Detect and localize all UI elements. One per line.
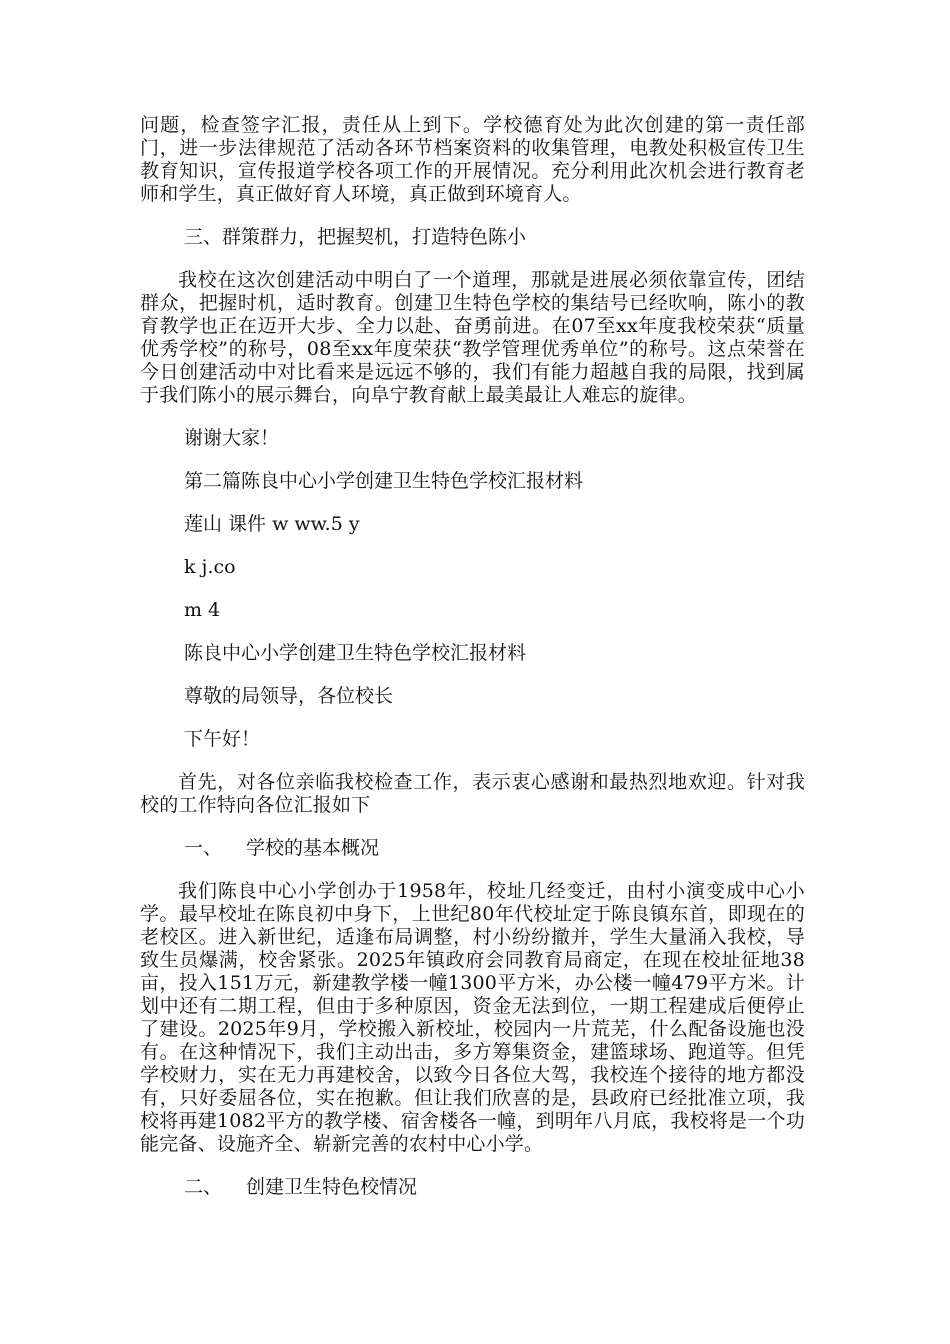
section-number-1: 一、 [184, 837, 223, 859]
paragraph-overview: 我们陈良中心小学创办于1958年，校址几经变迁，由村小演变成中心小学。最早校址在陈良初中身下，上世纪80年代校址定于陈良镇东首，即现在的老校区。进入新世纪，适逢布局调整，村小纷纷撤并，学生大量涌入我校，导致生员爆满，校舍紧张。2025年镇政府会同教育局商定，在现在校址征地38亩，投入151万元，新建教学楼一幢1300平方米，办公楼一幢479平方米。计划中还有二期工程，但由于多种原因，资金无法到位，一期工程建成后便停止了建设。2025年9月，学校搬入新校址，校园内一片荒芜，什么配备设施也没有。在这种情况下，我们主动出击，多方筹集资金，建篮球场、跑道等。但凭学校财力，实在无力再建校舍，以致今日各位大驾，我校连个接待的地方都没有，只好委屈各位，实在抱歉。但让我们欣喜的是，县政府已经批准立项，我校将再建1082平方的教学楼、宿舍楼各一幢，到明年八月底，我校将是一个功能完备、设施齐全、崭新完善的农村中心小学。 [140, 880, 805, 1155]
source-line-1: 莲山 课件 w ww.5 y [184, 513, 360, 535]
paragraph-continuation: 问题，检查签字汇报，责任从上到下。学校德育处为此次创建的第一责任部门，进一步法律规范了活动各环节档案资料的收集管理，电教处积极宣传卫生教育知识，宣传报道学校各项工作的开展情况。充分利用此次机会进行教育老师和学生，真正做好育人环境，真正做到环境育人。 [140, 114, 805, 205]
section-heading-2 [140, 1176, 805, 1199]
section-title-1: 学校的基本概况 [246, 837, 380, 859]
paragraph-strategy: 我校在这次创建活动中明白了一个道理，那就是进展必须依靠宣传，团结群众，把握时机，适时教育。创建卫生特色学校的集结号已经吹响，陈小的教育教学也正在迈开大步、全力以赴、奋勇前进。在07至xx年度我校荣获“质量优秀学校”的称号，08至xx年度荣获“教学管理优秀单位”的称号。这点荣誉在今日创建活动中对比看来是远远不够的，我们有能力超越自我的局限，找到属于我们陈小的展示舞台，向阜宁教育献上最美最让人难忘的旋律。 [140, 269, 805, 406]
second-article-title: 第二篇陈良中心小学创建卫生特色学校汇报材料 [184, 470, 584, 492]
paragraph-intro: 首先，对各位亲临我校检查工作，表示衷心感谢和最热烈地欢迎。针对我校的工作特向各位汇报如下 [140, 771, 805, 816]
section-heading-3: 三、群策群力，把握契机，打造特色陈小 [184, 226, 527, 248]
thanks-line: 谢谢大家！ [184, 427, 280, 449]
report-title: 陈良中心小学创建卫生特色学校汇报材料 [184, 642, 527, 664]
greeting-line-2: 下午好！ [184, 728, 261, 750]
section-heading-1 [140, 837, 805, 860]
section-number-2: 二、 [184, 1176, 223, 1198]
source-line-3: m 4 [184, 599, 221, 621]
document-page [140, 114, 805, 1199]
section-title-2: 创建卫生特色校情况 [246, 1176, 418, 1198]
greeting-line-1: 尊敬的局领导，各位校长 [184, 685, 394, 707]
source-line-2: k j.co [184, 556, 236, 578]
